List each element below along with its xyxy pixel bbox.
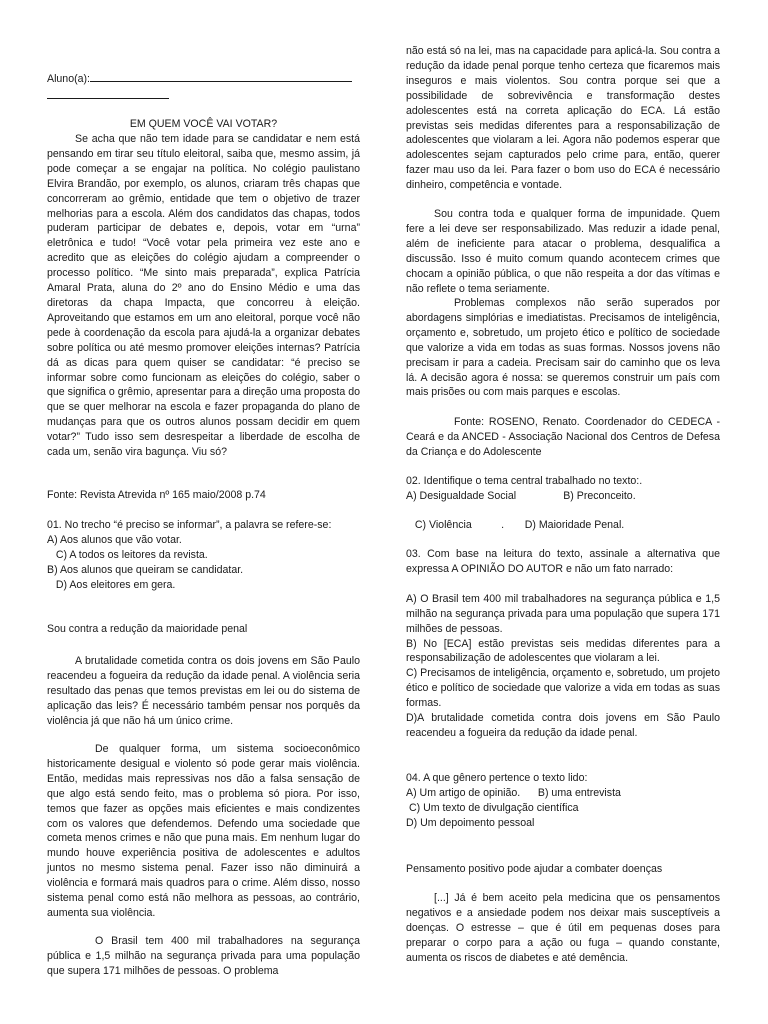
- question-4: [406, 771, 720, 831]
- name-blank-1[interactable]: [90, 70, 352, 82]
- q4-options-ab[interactable]: A) Um artigo de opinião. B) uma entrevista: [406, 786, 621, 799]
- q2-stem: 02. Identifique o tema central trabalhado no texto:.: [406, 475, 643, 487]
- q1-option-a[interactable]: A) Aos alunos que vão votar.: [47, 533, 182, 546]
- q3-option-a[interactable]: A) O Brasil tem 400 mil trabalhadores na segurança pública e 1,5 milhão na segurança privada para uma população que supera 171 milhões de pessoas.: [406, 592, 720, 635]
- text1-source: Fonte: Revista Atrevida nº 165 maio/2008 p.74: [47, 489, 266, 501]
- text3-title: Pensamento positivo pode ajudar a combater doenças: [406, 863, 663, 875]
- text1-title: EM QUEM VOCÊ VAI VOTAR?: [129, 118, 278, 130]
- q4-option-d[interactable]: D) Um depoimento pessoal: [406, 816, 535, 829]
- q3-option-b[interactable]: B) No [ECA] estão previstas seis medidas diferentes para a responsabilização de adolescentes que violaram a lei.: [406, 637, 720, 665]
- text2-paragraph-4: Sou contra toda e qualquer forma de impunidade. Quem fere a lei deve ser responsabilizado. Mas reduzir a idade penal, além de ineficiente para atacar o problema, desqualifica a discussão. Isso é muito comum quando acontecem crimes que chocam a opinião pública, o que não respeita a dor das vítimas e não reflete o tema seriamente.: [406, 208, 720, 295]
- question-2: [406, 474, 720, 533]
- text2-paragraph-5: Problemas complexos não serão superados por abordagens simplórias e imediatistas. Precisamos de inteligência, orçamento e, sobretudo, um projeto ético e político de sociedade que valorize a vida em todas as suas formas. Nossos jovens não precisam ir para a cadeia. Precisam sair do caminho que os leva lá. A decisão agora é nossa: se queremos construir um país com mais prisões ou com mais parques e escolas.: [406, 297, 720, 399]
- aluno-label: Aluno(a):: [47, 73, 90, 85]
- q3-stem: 03. Com base na leitura do texto, assinale a alternativa que expressa A OPINIÃO DO AUTOR e não um fato narrado:: [406, 548, 720, 575]
- q2-options-ab[interactable]: A) Desigualdade Social B) Preconceito.: [406, 489, 636, 502]
- text3-body: [...] Já é bem aceito pela medicina que os pensamentos negativos e a ansiedade podem nos deixar mais susceptíveis a doenças. O estresse – que é útil em pequenas doses para preparar o corpo para a ação ou fuga – quando constante, aumenta os riscos de diabetes e até demência.: [406, 892, 720, 964]
- q2-options-cd[interactable]: C) Violência . D) Maioridade Penal.: [406, 518, 625, 531]
- q1-option-b[interactable]: B) Aos alunos que queiram se candidatar.: [47, 563, 244, 576]
- text2-paragraph-2: De qualquer forma, um sistema socioeconômico historicamente desigual e violento só pode gerar mais violência. Então, medidas mais repressivas nos dão a falsa sensação de que algo está sendo feito, mas o problema só piora. Por isso, temos que fazer as opções mais eficientes e mais condizentes com os valores que defendemos. Defendo uma sociedade que cometa menos crimes e não que puna mais. Em nenhum lugar do mundo houve experiência positiva de adolescentes e adultos juntos no mesmo sistema penal. Fazer isso não diminuirá a violência e formará mais quadros para o crime. Além disso, nosso sistema penal como está não melhora as pessoas, ao contrário, aumenta sua violência.: [47, 743, 360, 919]
- text2-title: Sou contra a redução da maioridade penal: [47, 623, 248, 635]
- q4-stem: 04. A que gênero pertence o texto lido:: [406, 772, 588, 784]
- student-name-line: [47, 70, 360, 104]
- text2-paragraph-3a: O Brasil tem 400 mil trabalhadores na segurança pública e 1,5 milhão na segurança privada para uma população que supera 171 milhões de pessoas. O problema: [47, 935, 360, 977]
- q3-option-c[interactable]: C) Precisamos de inteligência, orçamento e, sobretudo, um projeto ético e político de sociedade que valorize a vida em todas as suas formas.: [406, 667, 720, 710]
- q3-option-d[interactable]: D)A brutalidade cometida contra dois jovens em São Paulo reacendeu a fogueira da redução da idade penal.: [406, 712, 720, 739]
- text2-paragraph-3b: não está só na lei, mas na capacidade para aplicá-la. Sou contra a redução da idade penal porque tenho certeza que ficaremos mais inseguros e mais violentos. Sou contra porque sei que a possibilidade de sobrevivência e transformação destes adolescentes está na correta aplicação do ECA. Lá estão previstas seis medidas diferentes para a responsabilização de adolescentes que violaram a lei. Agora não podemos esperar que adolescentes sejam capturados pelo crime para, então, querer fazer mau uso da lei. Para fazer o bom uso do ECA é necessário dinheiro, competência e vontade.: [406, 45, 720, 192]
- q1-stem: 01. No trecho “é preciso se informar”, a palavra se refere-se:: [47, 519, 332, 531]
- q1-option-d[interactable]: D) Aos eleitores em gera.: [47, 578, 176, 591]
- q4-option-c[interactable]: C) Um texto de divulgação científica: [406, 801, 579, 814]
- text1-body: Se acha que não tem idade para se candidatar e nem está pensando em tirar seu título eleitoral, saiba que, mesmo assim, já pode começar a se engajar na política. No colégio paulistano Elvira Brandão, por exemplo, os alunos, criaram três chapas que concorreram ao grêmio, entidade que tem o objetivo de trazer melhorias para a escola. Além dos candidatos das chapas, todos puderam participar de debates e, depois, votar em “urna” eletrônica e tudo! “Você votar pela primeira vez este ano e acredito que as eleições do colégio ajudam a compreender o processo político. “Me sinto mais preparada”, explica Patrícia Amaral Prata, aluna do 2º ano do Ensino Médio e uma das diretoras da chapa Impacta, que concorreu à eleição. Aproveitando que estamos em um ano eleitoral, porque você não pede à coordenação da escola para ajudá-la a organizar debates sobre política ou até mesmo promover eleições internas? Patrícia dá as dicas para quem quiser se candidatar: “é preciso se informar sobre como funcionam as eleições do colégio, saber o que significa o grêmio, apresentar para a direção uma proposta do que se quer melhorar na escola e fazer propaganda do plano de mudanças para que os outros alunos possam decidir em quem votar?” Tudo isso sem desrespeitar a liberdade de escolha de cada um, senão vira bagunça. Viu só?: [47, 133, 360, 459]
- text2-paragraph-1: A brutalidade cometida contra os dois jovens em São Paulo reacendeu a fogueira da redução da idade penal. A violência seria resultado das penas que temos previstas em lei ou do sistema de aplicação das leis? É necessário também pensar nos porquês da violência já que não há um único crime.: [47, 655, 360, 727]
- name-blank-2[interactable]: [47, 87, 169, 99]
- text2-source: Fonte: ROSENO, Renato. Coordenador do CEDECA - Ceará e da ANCED - Associação Nacional dos Centros de Defesa da Criança e do Adolescente: [406, 416, 720, 458]
- question-3: [406, 547, 720, 741]
- question-1: [47, 518, 360, 593]
- q1-option-c[interactable]: C) A todos os leitores da revista.: [47, 548, 208, 561]
